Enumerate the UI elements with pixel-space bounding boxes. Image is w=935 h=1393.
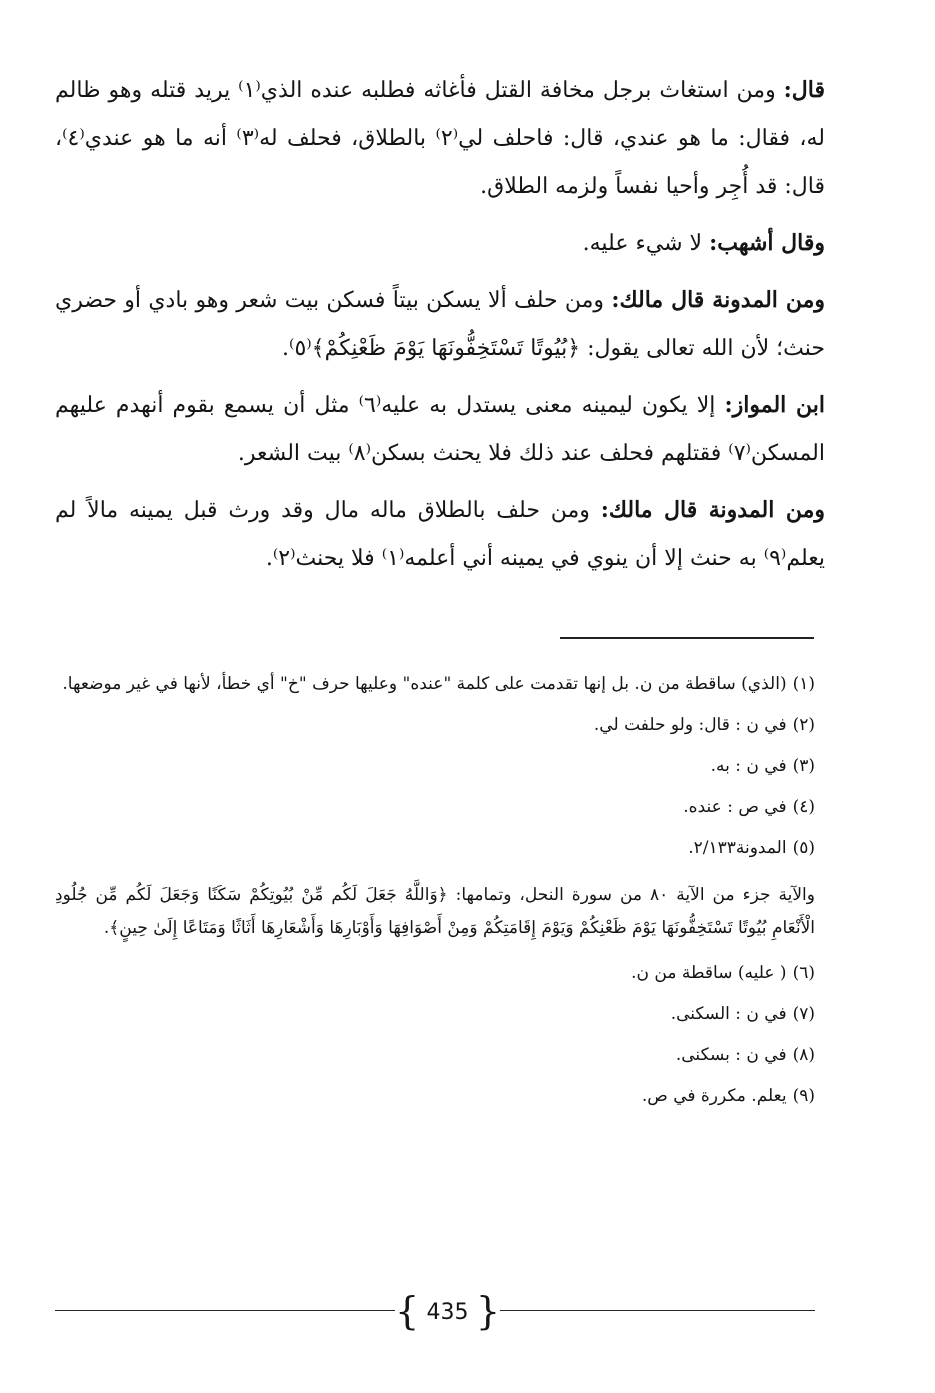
footnote-text: في ن : به. — [710, 756, 787, 776]
page-number: 435 — [426, 1300, 469, 1325]
footer-rule-left — [55, 1310, 395, 1311]
footnote-number: (٧) — [792, 1004, 815, 1024]
paragraph-3 — [55, 276, 825, 373]
paragraph-5 — [55, 486, 825, 583]
footnote-number: (٢) — [792, 715, 815, 735]
footnote-4 — [55, 787, 815, 828]
footnote-text: المدونة٢/١٣٣. — [688, 838, 787, 858]
footnote-number: (٤) — [792, 797, 815, 817]
footnote-text: في ن : قال: ولو حلفت لي. — [593, 715, 787, 735]
footnote-separator — [560, 637, 814, 639]
footnote-6 — [55, 953, 815, 994]
footnote-2 — [55, 705, 815, 746]
paragraph-lead: ومن المدونة قال مالك: — [600, 497, 825, 523]
footer-rule-right — [500, 1310, 815, 1311]
footnote-8 — [55, 1035, 815, 1076]
footnote-number: (٩) — [792, 1086, 815, 1106]
footnote-5-continued: والآية جزء من الآية ٨٠ من سورة النحل، وتمامها: ﴿وَاللَّهُ جَعَلَ لَكُم مِّنْ بُيُوتِكُمْ سَكَنًا وَجَعَلَ لَكُم مِّن جُلُودِ الْأَنْعَامِ بُيُوتًا تَسْتَخِفُّونَهَا يَوْمَ ظَعْنِكُمْ وَيَوْمَ إِقَامَتِكُمْ وَمِنْ أَصْوَافِهَا وَأَوْبَارِهَا وَأَشْعَارِهَا أَثَاثًا وَمَتَاعًا إِلَىٰ حِينٍ﴾. — [55, 885, 815, 938]
footnote-text: يعلم. مكررة في ص. — [641, 1086, 787, 1106]
paragraph-lead: ابن المواز: — [724, 392, 825, 418]
footnote-text: ( عليه) ساقطة من ن. — [631, 963, 787, 983]
paragraph-lead: قال: — [783, 77, 825, 103]
footnote-text: في ن : بسكنى. — [675, 1045, 787, 1065]
footnote-number: (٣) — [792, 756, 815, 776]
paragraph-body: ومن حلف بالطلاق ماله مال وقد ورث قبل يمينه مالاً لم يعلم⁽٩⁾ به حنث إلا أن ينوي في يمينه أني أعلمه⁽١⁾ فلا يحنث⁽٢⁾. — [55, 498, 825, 571]
main-text — [55, 66, 825, 591]
paragraph-lead: وقال أشهب: — [709, 230, 825, 256]
footnotes — [55, 664, 815, 1117]
footnote-text: في ن : السكنى. — [670, 1004, 787, 1024]
footnote-9 — [55, 1076, 815, 1117]
paragraph-lead: ومن المدونة قال مالك: — [611, 287, 825, 313]
footnote-number: (٨) — [792, 1045, 815, 1065]
page-number-box — [395, 1289, 500, 1337]
paragraph-4 — [55, 381, 825, 478]
page-footer — [55, 1289, 815, 1337]
footnote-number: (١) — [792, 674, 815, 694]
footnote-3 — [55, 746, 815, 787]
footnote-number: (٥) — [792, 838, 815, 858]
paragraph-body: لا شيء عليه. — [582, 231, 710, 256]
footnote-number: (٦) — [792, 963, 815, 983]
footnote-text: (الذي) ساقطة من ن. بل إنها تقدمت على كلمة "عنده" وعليها حرف "خ" أي خطأ، لأنها في غير موضعها. — [62, 674, 787, 694]
footnote-7 — [55, 994, 815, 1035]
paragraph-body: ومن استغاث برجل مخافة القتل فأغاثه فطلبه عنده الذي⁽١⁾ يريد قتله وهو ظالم له، فقال: ما هو عندي، قال: فاحلف لي⁽٢⁾ بالطلاق، فحلف له⁽٣⁾ أنه ما هو عندي⁽٤⁾، قال: قد أُجِر وأحيا نفساً ولزمه الطلاق. — [55, 78, 826, 199]
brace-right-icon: } — [475, 1289, 500, 1333]
brace-left-icon: { — [395, 1289, 420, 1333]
paragraph-1 — [55, 66, 825, 211]
footnote-5 — [55, 828, 815, 869]
paragraph-2 — [55, 219, 825, 268]
footnote-1 — [55, 664, 815, 705]
footnote-text: في ص : عنده. — [683, 797, 787, 817]
paragraph-body: ومن حلف ألا يسكن بيتاً فسكن بيت شعر وهو بادي أو حضري حنث؛ لأن الله تعالى يقول: ﴿بُيُوتًا تَسْتَخِفُّونَهَا يَوْمَ ظَعْنِكُمْ﴾⁽٥⁾. — [55, 288, 825, 361]
paragraph-body: إلا يكون ليمينه معنى يستدل به عليه⁽٦⁾ مثل أن يسمع بقوم أنهدم عليهم المسكن⁽٧⁾ فقتلهم فحلف عند ذلك فلا يحنث بسكن⁽٨⁾ بيت الشعر. — [55, 393, 825, 466]
